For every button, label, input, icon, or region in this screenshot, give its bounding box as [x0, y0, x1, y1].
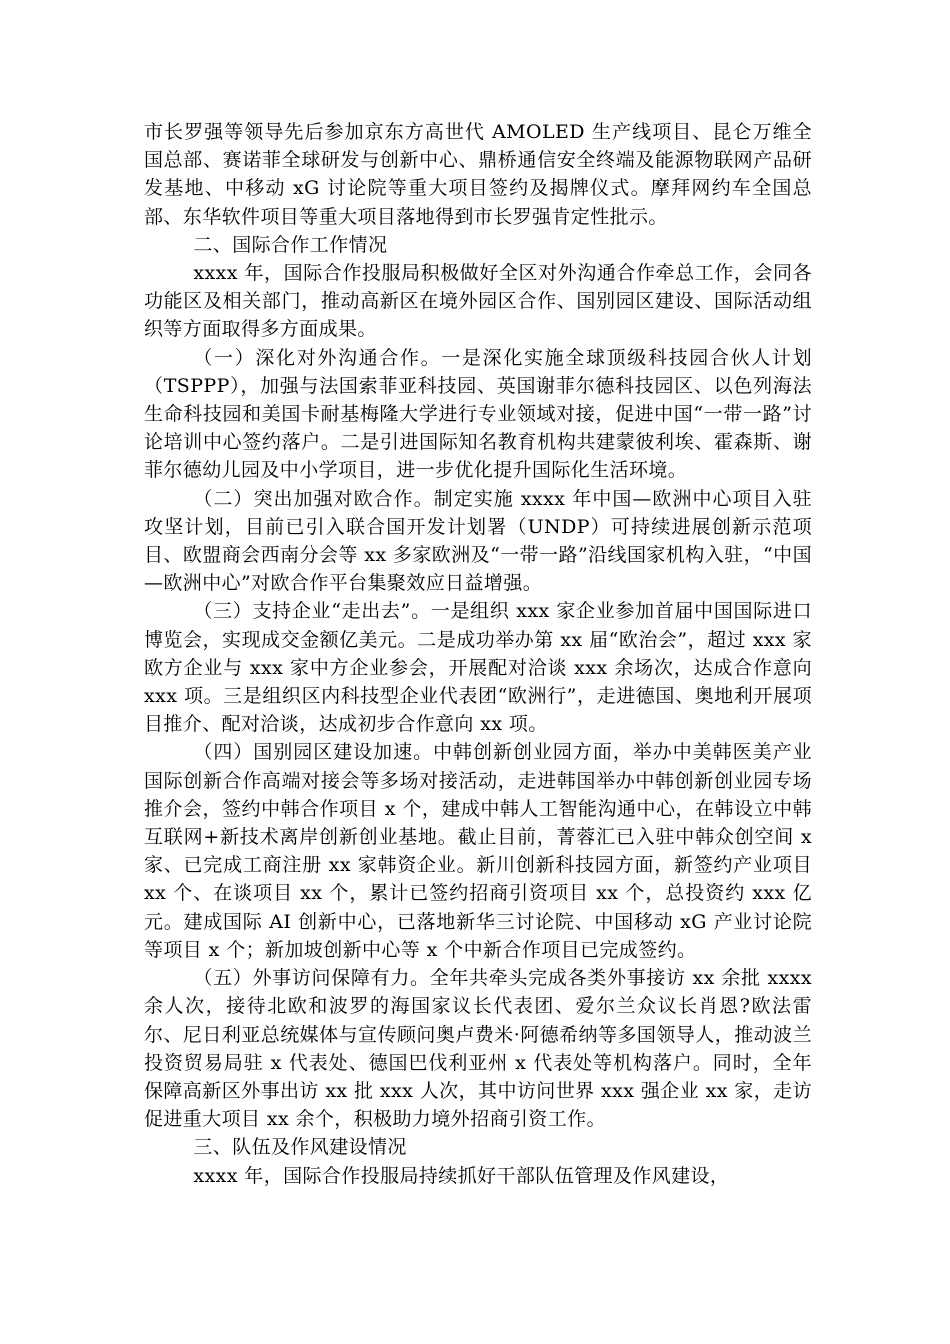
paragraph-going-global: （三）支持企业“走出去”。一是组织 xxx 家企业参加首届中国国际进口博览会，实现成交金额亿美元。二是成功举办第 xx 届“欧治会”，超过 xxx 家欧方企业与 xxx 家中方企业参会，开展配对洽谈 xxx 余场次，达成合作意向 xxx 项。三是组织区内科技型企业代表团“欧洲行”，走进德国、奥地利开展项目推介、配对洽谈，达成初步合作意向 xx 项。 [144, 600, 812, 736]
paragraph-country-parks: （四）国别园区建设加速。中韩创新创业园方面，举办中美韩医美产业国际创新合作高端对接会等多场对接活动，走进韩国举办中韩创新创业园专场推介会，签约中韩合作项目 x 个，建成中韩人工智能沟通中心，在韩设立中韩互联网+新技术离岸创新创业基地。截止目前，菁蓉汇已入驻中韩众创空间 x 家、已完成工商注册 xx 家韩资企业。新川创新科技园方面，新签约产业项目 xx 个、在谈项目 xx 个，累计已签约招商引资项目 xx 个，总投资约 xxx 亿元。建成国际 AI 创新中心，已落地新华三讨论院、中国移动 xG 产业讨论院等项目 x 个；新加坡创新中心等 x 个中新合作项目已完成签约。 [144, 741, 812, 961]
paragraph-europe-cooperation: （二）突出加强对欧合作。制定实施 xxxx 年中国—欧洲中心项目入驻攻坚计划，目前已引入联合国开发计划署（UNDP）可持续进展创新示范项目、欧盟商会西南分会等 xx 多家欧洲及“一带一路”沿线国家机构入驻，“中国—欧洲中心”对欧合作平台集聚效应日益增强。 [144, 487, 812, 595]
paragraph-deepen-external-cooperation: （一）深化对外沟通合作。一是深化实施全球顶级科技园合伙人计划（TSPPP），加强与法国索菲亚科技园、英国谢菲尔德科技园区、以色列海法生命科技园和美国卡耐基梅隆大学进行专业领域对接，促进中国“一带一路”讨论培训中心签约落户。二是引进国际知名教育机构共建蒙彼利埃、霍森斯、谢菲尔德幼儿园及中小学项目，进一步优化提升国际化生活环境。 [144, 346, 812, 482]
document-page [144, 118, 812, 1190]
paragraph-cooperation-overview: xxxx 年，国际合作投服局积极做好全区对外沟通合作牵总工作，会同各功能区及相关部门，推动高新区在境外园区合作、国别园区建设、国际活动组织等方面取得多方面成果。 [144, 262, 812, 341]
paragraph-project-signings: 市长罗强等领导先后参加京东方高世代 AMOLED 生产线项目、昆仑万维全国总部、赛诺菲全球研发与创新中心、鼎桥通信安全终端及能源物联网产品研发基地、中移动 xG 讨论院等重大项目签约及揭牌仪式。摩拜网约车全国总部、东华软件项目等重大项目落地得到市长罗强肯定性批示。 [144, 121, 812, 228]
paragraph-foreign-affairs: （五）外事访问保障有力。全年共牵头完成各类外事接访 xx 余批 xxxx 余人次，接待北欧和波罗的海国家议长代表团、爱尔兰众议长肖恩?欧法雷尔、尼日利亚总统媒体与宣传顾问奥卢费米·阿德希纳等多国领导人，推动波兰投资贸易局驻 x 代表处、德国巴伐利亚州 x 代表处等机构落户。同时，全年保障高新区外事出访 xx 批 xxx 人次，其中访问世界 xxx 强企业 xx 家，走访促进重大项目 xx 余个，积极助力境外招商引资工作。 [144, 967, 812, 1131]
section-heading-team-building: 三、队伍及作风建设情况 [193, 1136, 407, 1159]
section-heading-international-cooperation: 二、国际合作工作情况 [193, 233, 388, 256]
paragraph-team-management: xxxx 年，国际合作投服局持续抓好干部队伍管理及作风建设， [193, 1164, 730, 1187]
